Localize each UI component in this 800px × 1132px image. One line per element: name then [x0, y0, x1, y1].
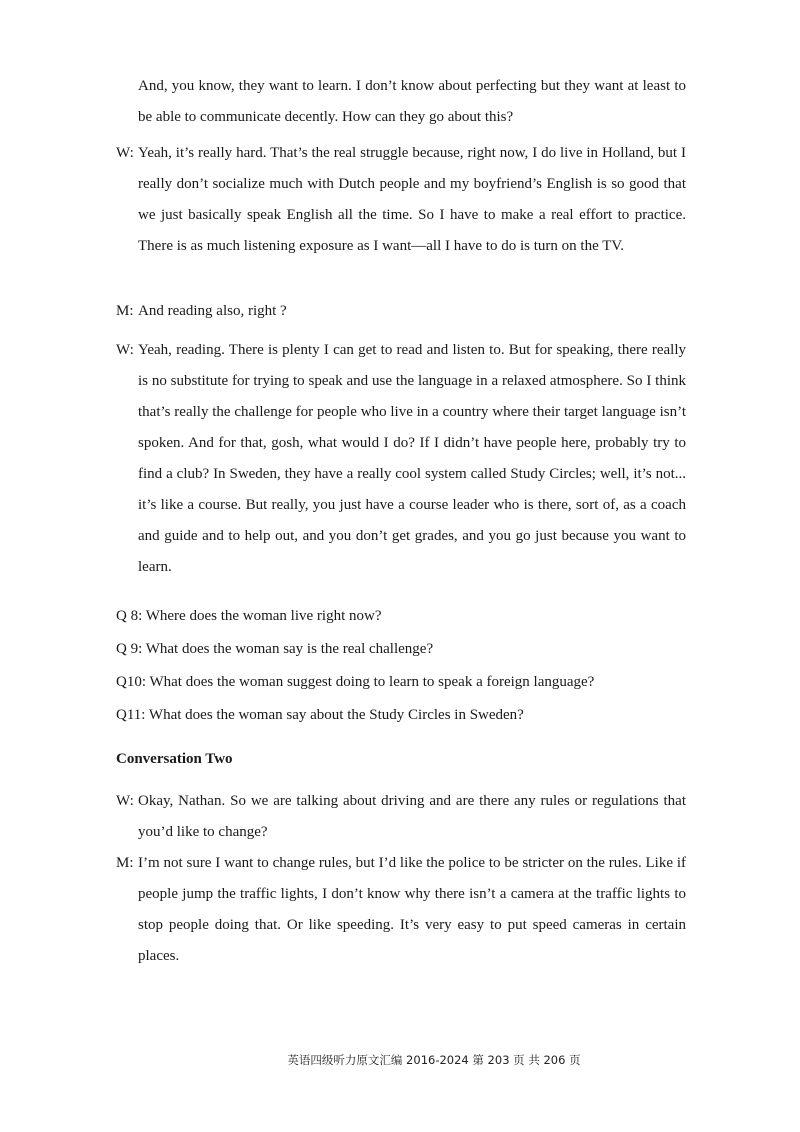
speaker-label: W: [116, 342, 134, 358]
turn-text: Yeah, it’s really hard. That’s the real struggle because, right now, I do live in Holland, but I really don’t socialize much with Dutch people and my boyfriend’s English is so good that we just basically speak English all the time. So I have to make a real effort to practice. There is as much listening exposure as I want—all I have to do is turn on the TV. [138, 145, 686, 254]
question-11: Q11: What does the woman say about the Study Circles in Sweden? [116, 707, 524, 723]
page-footer: 英语四级听力原文汇编 2016-2024 第 203 页 共 206 页 [287, 1053, 581, 1067]
transcript-turn-w-1 [0, 138, 686, 262]
continuation-text: And, you know, they want to learn. I don’t know about perfecting but they want at least to be able to communicate decently. How can they go about this? [138, 78, 686, 125]
turn-text: Yeah, reading. There is plenty I can get to read and listen to. But for speaking, there really is no substitute for trying to speak and use the language in a relaxed atmosphere. So I think that’s really the challenge for people who live in a country where their target language isn’t spoken. And for that, gosh, what would I do? If I didn’t have people here, probably try to find a club? In Sweden, they have a really cool system called Study Circles; well, it’s not... it’s like a course. But really, you just have a course leader who is there, sort of, as a coach and guide and to help out, and you don’t get grades, and you go just because you want to learn. [138, 342, 686, 575]
transcript-turn-w-2 [0, 335, 686, 583]
question-9: Q 9: What does the woman say is the real challenge? [116, 641, 434, 657]
speaker-label: M: [116, 855, 134, 871]
question-10: Q10: What does the woman suggest doing to learn to speak a foreign language? [116, 674, 595, 690]
speaker-label: M: [116, 303, 134, 319]
section-heading: Conversation Two [116, 751, 233, 767]
transcript-turn-m-2 [0, 848, 686, 972]
transcript-continuation [0, 71, 686, 133]
transcript-turn-w-3 [0, 786, 686, 848]
turn-text: And reading also, right ? [138, 303, 287, 319]
turn-text: I’m not sure I want to change rules, but I’d like the police to be stricter on the rules. Like if people jump the traffic lights, I don’t know why there isn’t a camera at the traffic lights to stop people doing that. Or like speeding. It’s very easy to put speed cameras in certain places. [138, 855, 686, 964]
question-8: Q 8: Where does the woman live right now? [116, 608, 382, 624]
speaker-label: W: [116, 145, 134, 161]
transcript-turn-m-1 [0, 296, 686, 327]
turn-text: Okay, Nathan. So we are talking about driving and are there any rules or regulations that you’d like to change? [138, 793, 686, 840]
speaker-label: W: [116, 793, 134, 809]
